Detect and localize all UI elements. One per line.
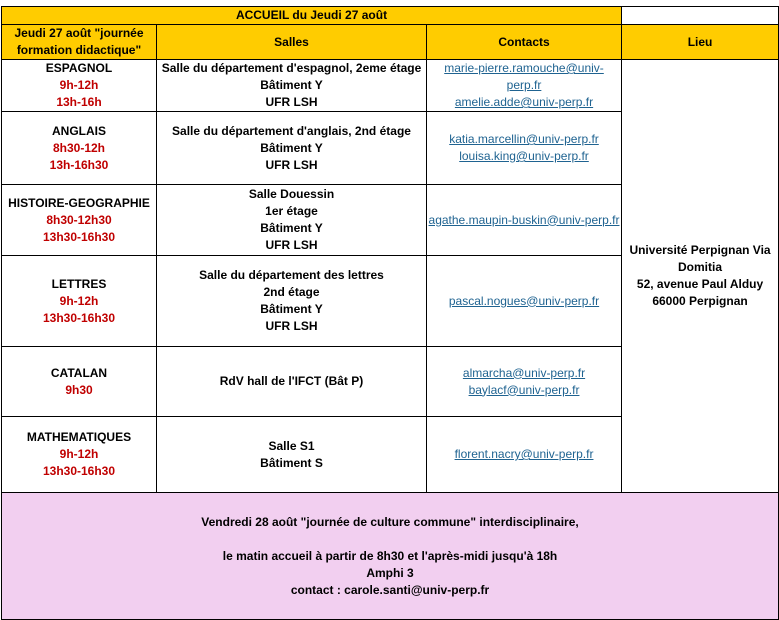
footer-row (2, 493, 779, 620)
subject-name: ESPAGNOL (45, 61, 113, 75)
email-link[interactable]: marie-pierre.ramouche@univ-perp.fr (444, 61, 604, 92)
salle-line: UFR LSH (265, 238, 318, 252)
email-link[interactable]: agathe.maupin-buskin@univ-perp.fr (428, 212, 620, 227)
salle-line: UFR LSH (265, 95, 318, 109)
header-salles: Salles (157, 25, 427, 60)
footer-spacer (2, 531, 778, 548)
salle-line: Bâtiment Y (260, 140, 323, 155)
email-link[interactable]: almarcha@univ-perp.fr (462, 365, 586, 380)
time-slot: 13h30-16h30 (42, 310, 116, 325)
table-row (2, 60, 779, 112)
email-link[interactable]: pascal.nogues@univ-perp.fr (448, 293, 600, 308)
subject-cell (2, 112, 157, 185)
time-slot: 9h-12h (59, 78, 99, 92)
salle-line: RdV hall de l'IFCT (Bât P) (219, 374, 364, 388)
salle-line: Salle S1 (268, 438, 315, 453)
contacts-cell (427, 112, 622, 185)
email-link[interactable]: louisa.king@univ-perp.fr (459, 149, 589, 163)
subject-cell (2, 417, 157, 493)
salle-line: Salle Douessin (248, 187, 335, 201)
email-link[interactable]: katia.marcellin@univ-perp.fr (449, 132, 599, 146)
salle-cell (157, 60, 427, 112)
time-slot: 9h30 (65, 382, 93, 397)
footer-cell (2, 493, 779, 620)
email-link[interactable]: amelie.adde@univ-perp.fr (454, 95, 594, 109)
contacts-cell (427, 256, 622, 347)
salle-line: 2nd étage (263, 285, 320, 299)
header-lieu: Lieu (622, 25, 779, 60)
subject-name: CATALAN (50, 365, 108, 380)
subject-name: ANGLAIS (52, 123, 106, 138)
salle-line: Salle du département d'espagnol, 2eme étage (161, 61, 422, 75)
salle-cell (157, 347, 427, 417)
subject-cell (2, 60, 157, 112)
salle-line: Bâtiment Y (260, 302, 323, 316)
salle-line: 1er étage (265, 204, 318, 218)
subject-name: HISTOIRE-GEOGRAPHIE (8, 195, 150, 210)
subject-name: MATHEMATIQUES (26, 430, 132, 444)
contacts-cell (427, 347, 622, 417)
salle-cell (157, 256, 427, 347)
title-row-empty-cell (622, 7, 779, 25)
time-slot: 13h-16h30 (49, 157, 109, 172)
time-slot: 13h-16h (56, 95, 102, 109)
salle-cell (157, 112, 427, 185)
table-title: ACCUEIL du Jeudi 27 août (2, 7, 622, 25)
header-contacts: Contacts (427, 25, 622, 60)
lieu-address: Université Perpignan Via Domitia 52, avenue Paul Alduy 66000 Perpignan (622, 60, 779, 493)
time-slot: 9h-12h (59, 293, 99, 308)
time-slot: 13h30-16h30 (42, 464, 116, 478)
time-slot: 9h-12h (59, 447, 99, 461)
time-slot: 8h30-12h30 (46, 212, 112, 227)
salle-line: Salle du département d'anglais, 2nd étage (172, 123, 411, 138)
time-slot: 8h30-12h (52, 140, 106, 155)
footer-line: Amphi 3 (366, 565, 414, 580)
contacts-cell (427, 185, 622, 256)
contacts-cell (427, 60, 622, 112)
schedule-table (1, 6, 779, 620)
salle-cell (157, 185, 427, 256)
salle-line: Bâtiment Y (260, 221, 323, 235)
subject-name: LETTRES (51, 276, 107, 291)
footer-line: le matin accueil à partir de 8h30 et l'après-midi jusqu'à 18h (222, 548, 558, 563)
email-link[interactable]: florent.nacry@univ-perp.fr (454, 447, 594, 461)
subject-cell (2, 185, 157, 256)
header-day: Jeudi 27 août "journée formation didactique" (2, 25, 157, 60)
footer-contact: contact : carole.santi@univ-perp.fr (290, 582, 490, 597)
footer-line: Vendredi 28 août "journée de culture commune" interdisciplinaire, (201, 514, 579, 529)
subject-cell (2, 347, 157, 417)
salle-line: Bâtiment Y (260, 78, 323, 92)
salle-cell (157, 417, 427, 493)
contacts-cell (427, 417, 622, 493)
subject-cell (2, 256, 157, 347)
salle-line: Salle du département des lettres (199, 268, 384, 282)
email-link[interactable]: baylacf@univ-perp.fr (468, 382, 580, 397)
time-slot: 13h30-16h30 (42, 229, 116, 244)
salle-line: UFR LSH (265, 319, 318, 333)
salle-line: UFR LSH (265, 157, 318, 172)
salle-line: Bâtiment S (260, 455, 323, 470)
